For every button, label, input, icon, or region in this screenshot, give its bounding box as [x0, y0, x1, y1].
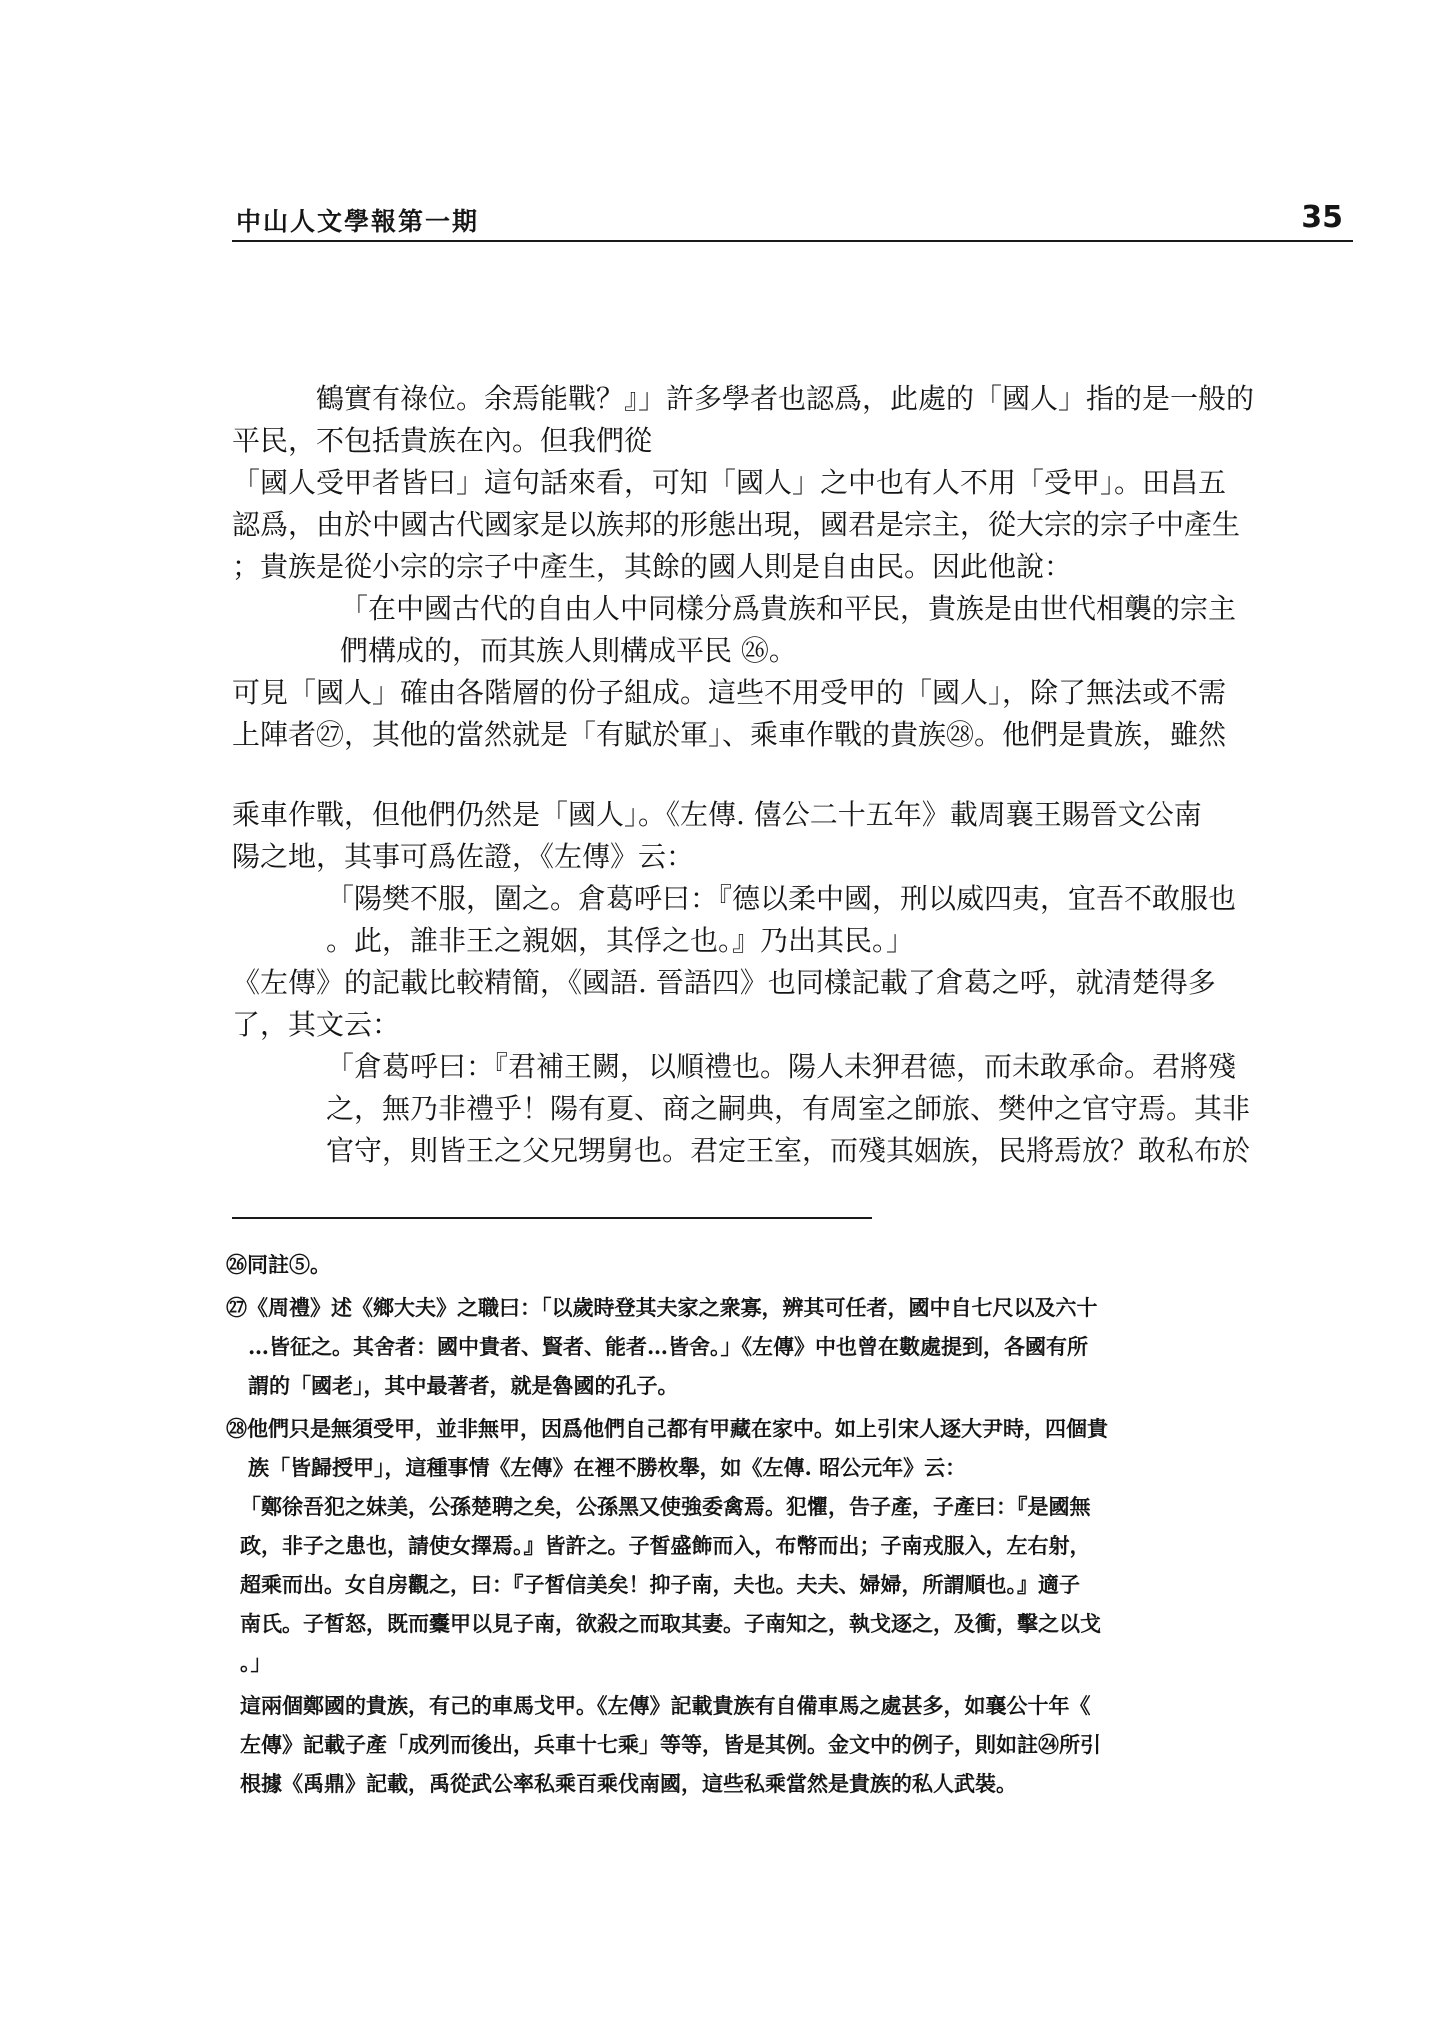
- text-line: 陽之地，其事可爲佐證，《左傳》云：: [232, 840, 695, 873]
- text-line: 可見「國人」確由各階層的份子組成。這些不用受甲的「國人」，除了無法或不需: [232, 676, 1227, 709]
- footnote-line: 謂的「國老」，其中最著者，就是魯國的孔子。: [248, 1373, 679, 1398]
- footnote-quote-line: 。」: [240, 1650, 272, 1675]
- footnote-28: ㉘他們只是無須受甲，並非無甲，因爲他們自己都有甲藏在家中。如上引宋人逐大尹時，四個貴: [226, 1416, 1108, 1441]
- footnote-26: ㉖同註⑤。: [226, 1252, 331, 1277]
- text-line: 了，其文云：: [232, 1008, 401, 1041]
- text-line: 上陣者㉗，其他的當然就是「有賦於軍」、乘車作戰的貴族㉘。他們是貴族，雖然: [232, 718, 1227, 751]
- main-text: [232, 378, 1342, 1172]
- text-line: 《左傳》的記載比較精簡，《國語. 晉語四》也同樣記載了倉葛之呼，就清楚得多: [232, 966, 1216, 999]
- footnote-quote-line: 「鄭徐吾犯之妹美，公孫楚聘之矣，公孫黑又使強委禽焉。犯懼，告子產，子產曰：『是國無: [240, 1494, 1091, 1519]
- footnote-quote-line: 南氏。子皙怒，既而櫜甲以見子南，欲殺之而取其妻。子南知之，執戈逐之，及衝，擊之以戈: [240, 1611, 1101, 1636]
- footnote-line: 左傳》記載子產「成列而後出，兵車十七乘」等等，皆是其例。金文中的例子，則如註㉔所引: [240, 1732, 1101, 1757]
- page-number: 35: [1301, 200, 1343, 235]
- text-line: 乘車作戰，但他們仍然是「國人」。《左傳. 僖公二十五年》載周襄王賜晉文公南: [232, 798, 1202, 831]
- text-line: 「國人受甲者皆曰」這句話來看，可知「國人」之中也有人不用「受甲」。田昌五: [232, 466, 1227, 499]
- quote-line: 們構成的，而其族人則構成平民 ㉖。: [340, 634, 797, 667]
- quote-line: 之，無乃非禮乎！陽有夏、商之嗣典，有周室之師旅、樊仲之官守焉。其非: [326, 1092, 1251, 1125]
- footnote-quote-line: 政，非子之患也，請使女擇焉。』皆許之。子皙盛飾而入，布幣而出；子南戎服入，左右射，: [240, 1533, 1091, 1558]
- footnote-line: 族「皆歸授甲」，這種事情《左傳》在裡不勝枚舉，如《左傳. 昭公元年》云：: [248, 1455, 967, 1480]
- quote-line: 「倉葛呼曰：『君補王闕，以順禮也。陽人未狎君德，而未敢承命。君將殘: [326, 1050, 1237, 1083]
- journal-title: 中山人文學報第一期: [236, 207, 480, 236]
- footnote-divider: [232, 1217, 872, 1219]
- quote-line: 。此，誰非王之親姻，其俘之也。』乃出其民。」: [326, 924, 915, 957]
- footnote-27: ㉗《周禮》述《鄉大夫》之職曰：「以歲時登其夫家之衆寡，辨其可任者，國中自七尺以及六十: [226, 1295, 1098, 1320]
- text-line: 平民，不包括貴族在內。但我們從: [232, 424, 653, 457]
- quote-line: 「在中國古代的自由人中同樣分爲貴族和平民，貴族是由世代相襲的宗主: [340, 592, 1237, 625]
- footnotes: [226, 1245, 1346, 1803]
- text-line: 鶴實有祿位。余焉能戰？』」許多學者也認爲，此處的「國人」指的是一般的: [316, 382, 1255, 415]
- text-line: 認爲，由於中國古代國家是以族邦的形態出現，國君是宗主，從大宗的宗子中產生: [232, 508, 1241, 541]
- text-line: ；貴族是從小宗的宗子中產生，其餘的國人則是自由民。因此他說：: [232, 550, 1073, 583]
- footnote-line: …皆征之。其舍者：國中貴者、賢者、能者…皆舍。」《左傳》中也曾在數處提到，各國有所: [248, 1334, 1088, 1359]
- footnote-quote-line: 超乘而出。女自房觀之，曰：『子皙信美矣！抑子南，夫也。夫夫、婦婦，所謂順也。』適子: [240, 1572, 1080, 1597]
- quote-line: 官守，則皆王之父兄甥舅也。君定王室，而殘其姻族，民將焉放？敢私布於: [326, 1134, 1251, 1167]
- quote-line: 「陽樊不服，圍之。倉葛呼曰：『德以柔中國，刑以威四夷，宜吾不敢服也: [326, 882, 1237, 915]
- running-header: [232, 200, 1353, 242]
- footnote-line: 根據《禹鼎》記載，禹從武公率私乘百乘伐南國，這些私乘當然是貴族的私人武裝。: [240, 1771, 1017, 1796]
- footnote-line: 這兩個鄭國的貴族，有己的車馬戈甲。《左傳》記載貴族有自備車馬之處甚多，如襄公十年《: [240, 1693, 1091, 1718]
